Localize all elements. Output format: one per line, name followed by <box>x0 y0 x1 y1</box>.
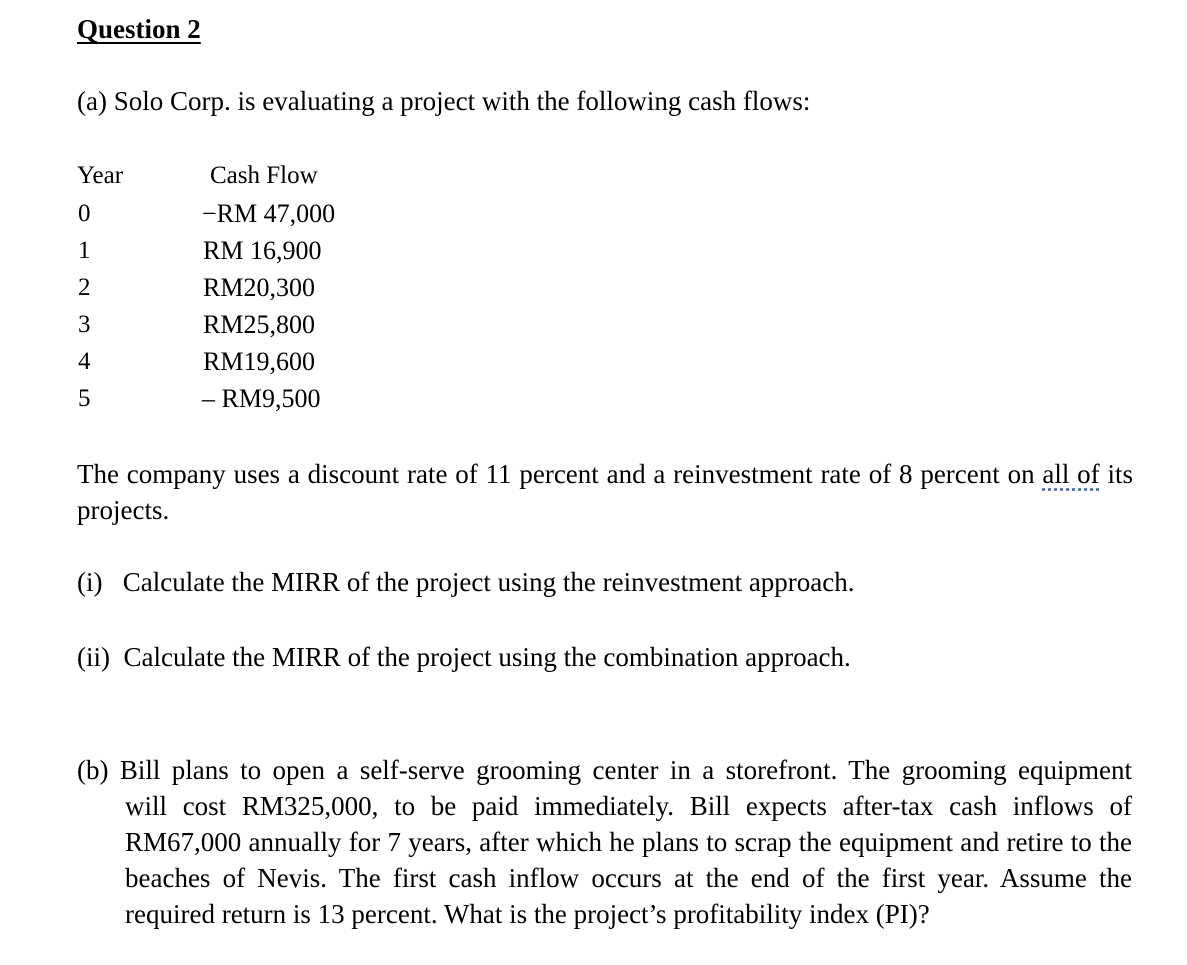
sub-question-i: (i) Calculate the MIRR of the project using the reinvestment approach. <box>77 567 855 597</box>
year-cell: 0 <box>78 200 91 227</box>
cash-flow-cell: RM 16,900 <box>203 236 322 265</box>
spellcheck-flagged-text: all of <box>1042 459 1100 489</box>
rates-text-end: its projects. <box>77 459 1134 525</box>
part-b-paragraph <box>77 752 1132 932</box>
year-cell: 4 <box>78 348 91 375</box>
cash-flow-cell: – RM9,500 <box>202 384 321 413</box>
cash-flow-cell: RM25,800 <box>203 310 315 339</box>
part-b-first-line: (b) Bill plans to open a self-serve grooming center in a storefront. The grooming equipment <box>77 755 1132 785</box>
part-a-intro: (a) Solo Corp. is evaluating a project with the following cash flows: <box>77 86 811 116</box>
year-cell: 1 <box>78 237 91 264</box>
year-cell: 5 <box>78 385 91 412</box>
year-header: Year <box>77 162 124 189</box>
year-cell: 3 <box>78 311 91 338</box>
rates-paragraph <box>77 456 1133 528</box>
cash-flow-cell: RM20,300 <box>203 273 315 302</box>
cash-flow-cell: −RM 47,000 <box>202 199 336 228</box>
year-cell: 2 <box>78 274 91 301</box>
sub-question-ii: (ii) Calculate the MIRR of the project using the combination approach. <box>77 642 851 672</box>
cash-flow-cell: RM19,600 <box>203 347 315 376</box>
cash-flow-header: Cash Flow <box>210 162 318 189</box>
part-b-body: will cost RM325,000, to be paid immediately. Bill expects after-tax cash inflows of RM67,000 annually for 7 years, after which he plans to scrap the equipment and retire to the beaches of Nevis. The first cash inflow occurs at the end of the first year. Assume the required return is 13 percent. What is the project’s profitability index (PI)? <box>125 791 1132 929</box>
question-title: Question 2 <box>77 14 201 44</box>
rates-text: The company uses a discount rate of 11 percent and a reinvestment rate of 8 percent on <box>77 459 1043 489</box>
